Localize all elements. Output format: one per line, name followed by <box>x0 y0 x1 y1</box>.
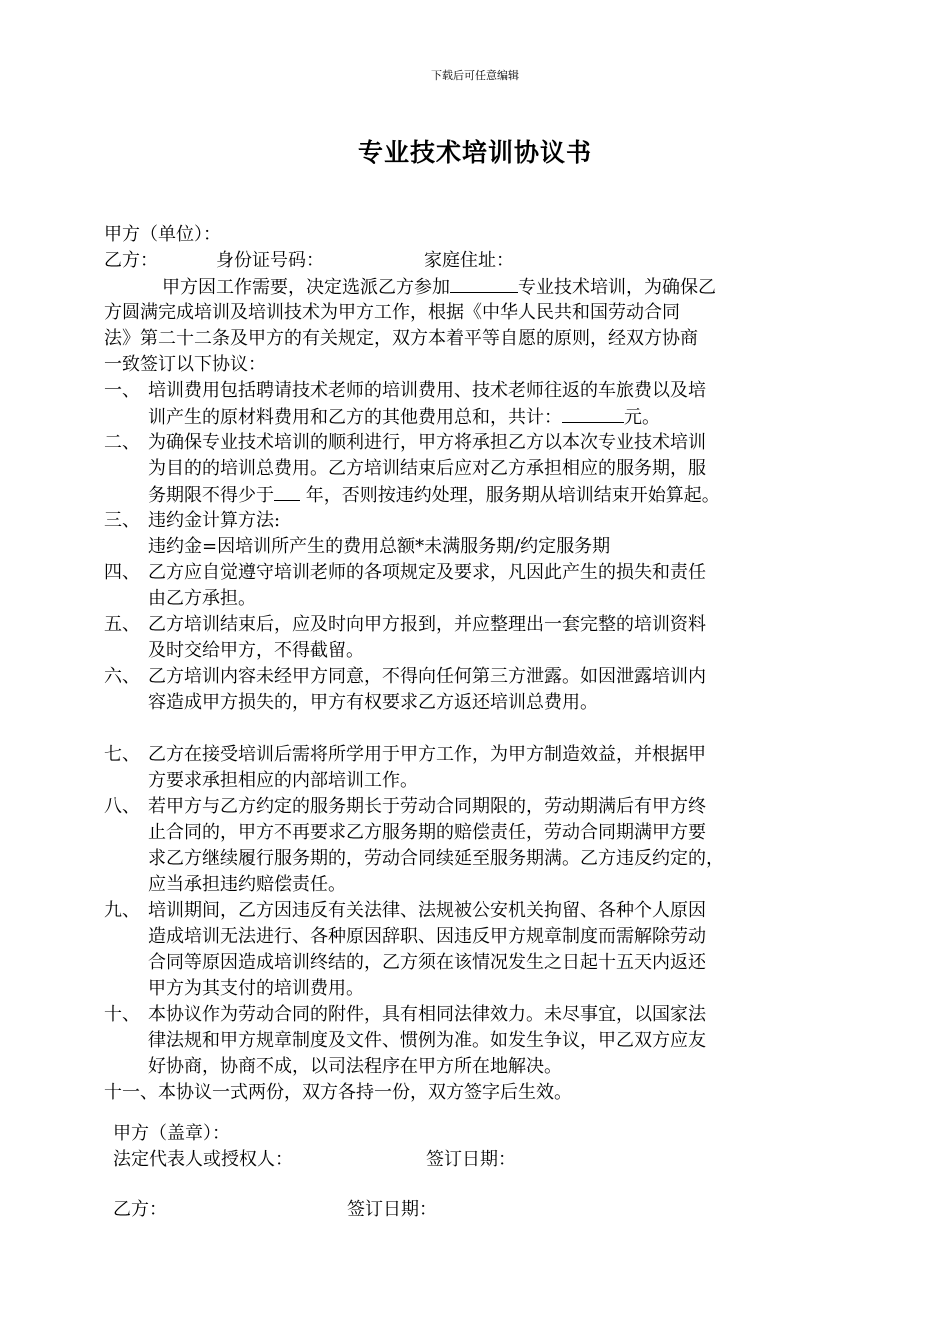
clause-text: 违约金=因培训所产生的费用总额*未满服务期/约定服务期 <box>148 536 611 557</box>
clause-text: 求乙方继续履行服务期的，劳动合同续延至服务期满。乙方违反约定的， <box>148 848 724 869</box>
party-b-signature-row <box>113 1197 713 1223</box>
clause-3 <box>104 508 864 560</box>
clause-text: 乙方培训内容未经甲方同意，不得向任何第三方泄露。如因泄露培训内 <box>148 666 706 687</box>
clause-number: 八、 <box>104 796 140 817</box>
spacer <box>104 716 864 742</box>
sign-date-a-label: 签订日期： <box>426 1149 516 1170</box>
clause-text: 培训期间，乙方因违反有关法律、法规被公安机关拘留、各种个人原因 <box>148 900 706 921</box>
clause-number: 十、 <box>104 1004 140 1025</box>
party-a-seal-label: 甲方（盖章）： <box>113 1123 230 1144</box>
clause-number: 四、 <box>104 562 140 583</box>
clause-text-part: 训产生的原材料费用和乙方的其他费用总和，共计： <box>148 407 562 428</box>
id-number-label: 身份证号码： <box>216 250 324 271</box>
party-b-sign-line <box>113 1197 713 1223</box>
clause-8 <box>104 794 864 898</box>
clause-text: 违约金计算方法: <box>148 510 281 531</box>
clause-4 <box>104 560 864 612</box>
legal-rep-row <box>113 1147 713 1173</box>
clause-number: 二、 <box>104 432 140 453</box>
clause-2 <box>104 430 864 508</box>
service-years-blank <box>274 482 300 501</box>
clause-number: 五、 <box>104 614 140 635</box>
party-b-label: 乙方： <box>104 250 158 271</box>
signature-block <box>113 1121 713 1173</box>
clause-text: 好协商，协商不成，以司法程序在甲方所在地解决。 <box>148 1056 562 1077</box>
clause-text: 乙方培训结束后，应及时向甲方报到，并应整理出一套完整的培训资料 <box>148 614 706 635</box>
clause-text-part: 元。 <box>624 407 660 428</box>
document-title: 专业技术培训协议书 <box>357 138 592 167</box>
intro-text-1a: 甲方因工作需要，决定选派乙方参加 <box>162 277 450 298</box>
sign-date-b-label: 签订日期： <box>347 1199 437 1220</box>
party-b-sign-label: 乙方： <box>113 1199 167 1220</box>
clause-text: 培训费用包括聘请技术老师的培训费用、技术老师往返的车旅费以及培 <box>148 380 706 401</box>
clause-text: 方要求承担相应的内部培训工作。 <box>148 770 418 791</box>
clause-6 <box>104 664 864 716</box>
clause-text <box>148 482 864 508</box>
clause-text: 若甲方与乙方约定的服务期长于劳动合同期限的，劳动期满后有甲方终 <box>148 796 706 817</box>
intro-line-1 <box>104 274 864 300</box>
clause-text: 止合同的，甲方不再要求乙方服务期的赔偿责任，劳动合同期满甲方要 <box>148 822 706 843</box>
clause-text: 造成培训无法进行、各种原因辞职、因违反甲方规章制度而需解除劳动 <box>148 926 706 947</box>
legal-rep-label: 法定代表人或授权人： <box>113 1149 293 1170</box>
clause-9 <box>104 898 864 1002</box>
total-cost-blank <box>562 404 624 423</box>
address-label: 家庭住址： <box>424 250 514 271</box>
clause-1 <box>104 378 864 430</box>
party-b-line <box>104 248 864 274</box>
clause-number: 九、 <box>104 900 140 921</box>
clause-text: 为目的的培训总费用。乙方培训结束后应对乙方承担相应的服务期，服 <box>148 458 706 479</box>
clause-text: 为确保专业技术培训的顺利进行，甲方将承担乙方以本次专业技术培训 <box>148 432 706 453</box>
clause-number: 七、 <box>104 744 140 765</box>
document-body <box>104 222 864 1106</box>
clause-text: 容造成甲方损失的，甲方有权要求乙方返还培训总费用。 <box>148 692 598 713</box>
clause-text: 本协议作为劳动合同的附件，具有相同法律效力。未尽事宜，以国家法 <box>148 1004 706 1025</box>
intro-text-1b: 专业技术培训，为确保乙 <box>518 277 716 298</box>
clause-text <box>148 404 864 430</box>
clause-number: 一、 <box>104 380 140 401</box>
clause-text: 甲方为其支付的培训费用。 <box>148 978 364 999</box>
clause-text: 由乙方承担。 <box>148 588 256 609</box>
intro-line-4: 一致签订以下协议： <box>104 354 266 375</box>
intro-line-3: 法》第二十二条及甲方的有关规定，双方本着平等自愿的原则，经双方协商 <box>104 328 698 349</box>
clause-text: 乙方应自觉遵守培训老师的各项规定及要求，凡因此产生的损失和责任 <box>148 562 706 583</box>
clause-text: 本协议一式两份，双方各持一份，双方签字后生效。 <box>158 1082 572 1103</box>
clause-text: 应当承担违约赔偿责任。 <box>148 874 346 895</box>
clause-text-part: 务期限不得少于 <box>148 485 274 506</box>
clause-text: 乙方在接受培训后需将所学用于甲方工作，为甲方制造效益，并根据甲 <box>148 744 706 765</box>
clause-number: 六、 <box>104 666 140 687</box>
training-name-blank <box>450 274 518 293</box>
party-a-line: 甲方（单位）： <box>104 224 221 245</box>
clause-5 <box>104 612 864 664</box>
clause-text: 合同等原因造成培训终结的，乙方须在该情况发生之日起十五天内返还 <box>148 952 706 973</box>
clause-10 <box>104 1002 864 1080</box>
clause-11 <box>104 1080 864 1106</box>
clause-7 <box>104 742 864 794</box>
clause-text-part: 年，否则按违约处理，服务期从培训结束开始算起。 <box>300 485 720 506</box>
clause-text: 及时交给甲方，不得截留。 <box>148 640 364 661</box>
intro-line-2: 方圆满完成培训及培训技术为甲方工作，根据《中华人民共和国劳动合同 <box>104 302 680 323</box>
clause-text: 律法规和甲方规章制度及文件、惯例为准。如发生争议，甲乙双方应友 <box>148 1030 706 1051</box>
clause-number: 三、 <box>104 510 140 531</box>
clause-number: 十一、 <box>104 1082 158 1103</box>
page-header: 下载后可任意编辑 <box>431 69 519 82</box>
